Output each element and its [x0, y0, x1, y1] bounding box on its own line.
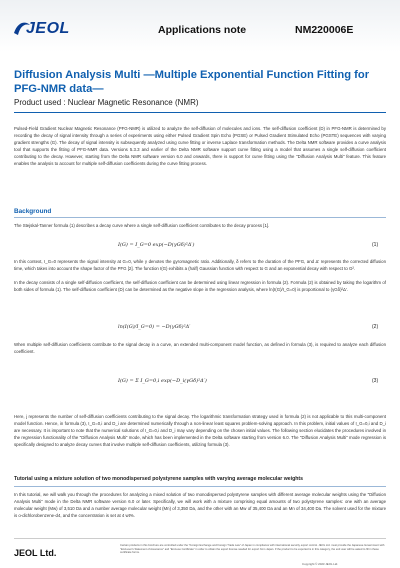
doc-type-label: Applications note: [158, 24, 247, 36]
equation-3: I(G) = Σ I_G=0,i exp(−D_i(γGδ)²Δ′): [118, 378, 207, 384]
footer-divider: [14, 538, 386, 539]
equation-3-number: (3): [372, 378, 379, 384]
page-title: Diffusion Analysis Multi —Multiple Exponential Function Fitting for PFG-NMR data—: [14, 69, 370, 95]
divider: [14, 112, 386, 113]
footer-copyright: Copyright © 2023 JEOL Ltd.: [302, 562, 339, 566]
background-paragraph-3: In the decay consists of a single self-diffusion coefficient, the self-diffusion coefficient can be determined using linear regression in formula (2). Formula (2) is obtained by taking the logarithm of both sides of formula (1). The self-diffusion coefficient (D) can be determined as the negative slope in the regression analysis, where ln(I(G)/I_G=0) is proportional to (γGδ)²Δ′.: [14, 280, 386, 292]
background-paragraph-1: The Stejskal-Tanner formula (1) describes a decay curve where a single self-diffusion coefficient contributes to the decay process [1].: [14, 223, 270, 228]
background-paragraph-4: When multiple self-diffusion coefficients contribute to the signal decay in a curve, an extended multi-component model function, as defined in formula (3), is required to analyze each diffusion coefficient.: [14, 342, 386, 354]
equation-2: ln(I(G)/I_G=0) = −D(γGδ)²Δ′: [118, 324, 191, 330]
background-paragraph-2: In this context, I_G=0 represents the signal intensity at G=0, while γ denotes the gyromagnetic ratio. Additionally, δ refers to the duration of the PFG, and Δ′ represents the corrected diffusion time, which takes into account the shape factor of the PFG [2]. The function I(G) exhibits a (half) Gaussian function with respect to G and an exponential decay with respect to G².: [14, 259, 386, 271]
footer-logo: JEOL Ltd.: [14, 548, 57, 558]
doc-id: NM220006E: [295, 24, 354, 36]
equation-1-number: (1): [372, 242, 379, 248]
product-line: Product used : Nuclear Magnetic Resonance (NMR): [14, 98, 199, 107]
tutorial-heading: Tutorial using a mixture solution of two monodispersed polystyrene samples with varying average molecular weights: [14, 476, 304, 482]
background-paragraph-5: Here, j represents the number of self-diffusion coefficients contributing to the signal decay. The logarithmic transformation strategy used in formula (2) is not applicable to this multi-component model function. Hence, in formula (3), I_G=0,i and D_i are determined numerically through a non-linear least squares problem-solving approach. In this problem, initial values of I_G=0,i and D_i are necessary. It is important to note that the numerical solutions of I_G=0,i and D_i may vary depending on the chosen initial values. The following section elucidates the procedures involved in the regression functionality of the "Diffusion Analysis Multi" mode, which has been implemented in the Delta software starting from version 6.0. The "Diffusion Analysis Multi" mode regression is specifically designed to analyze decay curves that involve multiple self-diffusion coefficients, utilizing formula (3).: [14, 414, 386, 447]
background-heading: Background: [14, 208, 52, 215]
equation-2-number: (2): [372, 324, 379, 330]
section-divider: [14, 486, 386, 487]
footer-disclaimer: Certain products in this brochure are controlled under the "Foreign Exchange and Foreign Trade Law" of Japan in compliance with international security export control. JEOL Ltd. must provide the Japanese Government with "End-user's Statement of Assurance" and "End-use Certificate" in order to obtain the export license needed for export from Japan. If the product to be exported is in this category, the end user will be asked to fill in these certificate forms.: [120, 544, 385, 555]
equation-1: I(G) = I_G=0 exp(−D(γGδ)²Δ′): [118, 242, 195, 248]
tutorial-paragraph-1: In this tutorial, we will walk you through the procedures for analyzing a mixed solution of two monodispersed polystyrene samples with different average molecular weights using the "Diffusion Analysis Multi" mode in the Delta NMR software version 6.0 or later. Specifically, we will work with a mixture comprising equal amounts of two polystyrene samples: one with an average molecular weight (Mw) of 3,510 Da and a number average molecular weight (Mn) of 3,350 Da, and the other with an Mw of 35,400 Da and an Mn of 34,400 Da. The solvent used for the mixture is o-dichlorobenzene-d4, and the concentration is set at 4 wt%.: [14, 492, 386, 518]
section-divider: [14, 217, 386, 218]
header-logo: JEOL: [26, 20, 70, 37]
intro-paragraph: Pulsed-Field Gradient Nuclear Magnetic Resonance (PFG-NMR) is utilized to analyze the self-diffusion of molecules and ions. The self-diffusion coefficient (D) in PFG-NMR is determined by recording the decay of signal intensity through a series of experiments using either Pulsed Gradient Spin Echo (PGSE) or Pulsed Gradient Stimulated Echo (PGSTE) sequences with varying gradient strengths (G). The decay of signal intensity is subsequently analyzed using curve fitting or inverse Laplace transformation methods. The Delta NMR software provides a curve analysis tool that supports the fitting of PFG-NMR data. Versions 5.3.3 and earlier of the Delta NMR software support curve fitting using a model that assumes a single self-diffusion coefficient contributing to the decay. However, starting from the Delta NMR software version 6.0 and onwards, there is support for curve fitting using the "Diffusion Analysis Multi" feature. This feature enables the analysis to account for multiple self-diffusion coefficients during the curve fitting process.: [14, 126, 386, 166]
